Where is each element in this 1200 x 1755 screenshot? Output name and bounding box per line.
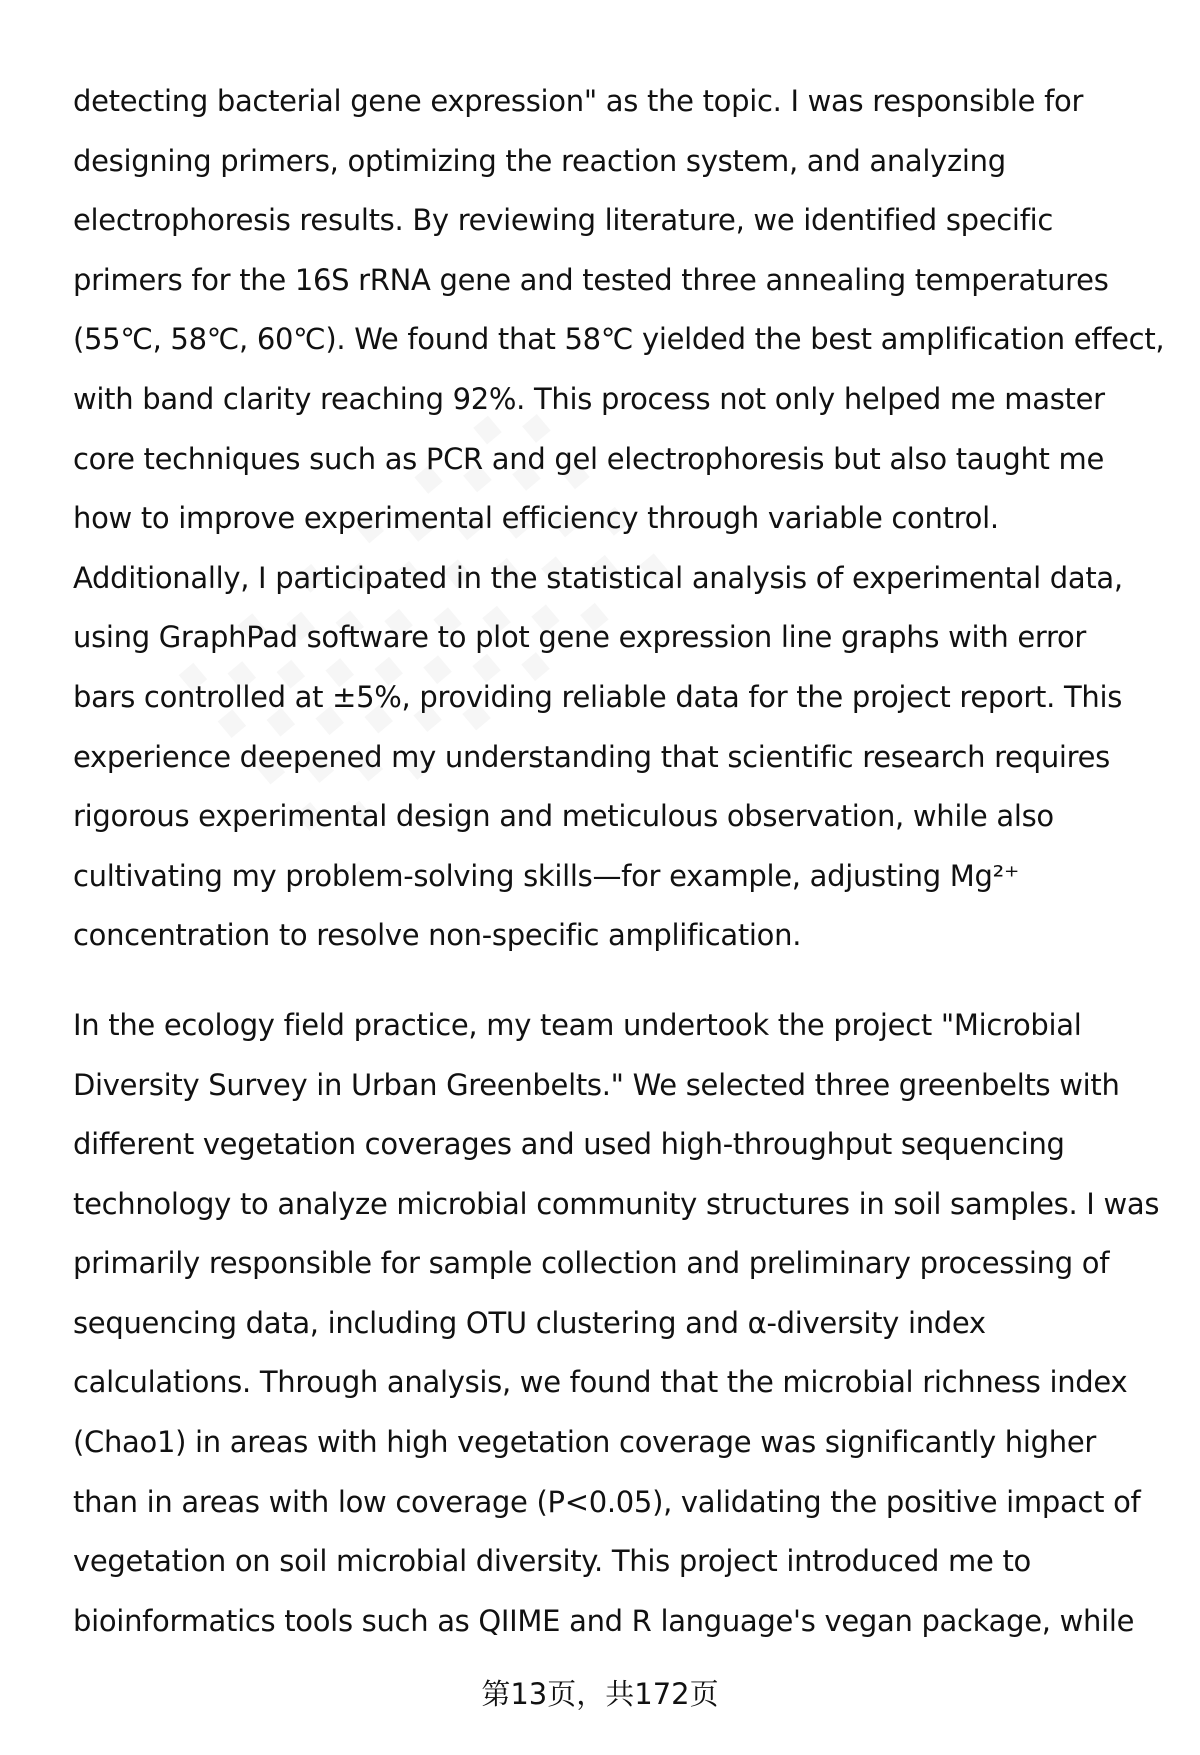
text-line: primarily responsible for sample collection and preliminary processing of [73,1246,1110,1281]
text-line: different vegetation coverages and used high-throughput sequencing [73,1127,1065,1162]
paragraph-2 [73,996,1163,1652]
text-line: vegetation on soil microbial diversity. This project introduced me to [73,1544,1031,1579]
text-line: detecting bacterial gene expression" as the topic. I was responsible for [73,84,1084,118]
text-line: bioinformatics tools such as QIIME and R language's vegan package, while [73,1603,1135,1638]
page-number: 第13页，共172页 [481,1677,719,1711]
text-line: than in areas with low coverage (P<0.05), validating the positive impact of [73,1484,1141,1519]
text-line: In the ecology field practice, my team undertook the project "Microbial [73,1007,1082,1042]
text-line: Diversity Survey in Urban Greenbelts." We selected three greenbelts with [73,1067,1120,1102]
text-line: using GraphPad software to plot gene expression line graphs with error [73,620,1087,655]
text-line: core techniques such as PCR and gel electrophoresis but also taught me [73,441,1105,476]
text-line: how to improve experimental efficiency through variable control. [73,501,999,536]
text-line: designing primers, optimizing the reaction system, and analyzing [73,143,1006,178]
text-line: Additionally, I participated in the statistical analysis of experimental data, [73,560,1123,595]
paragraph-1 [73,72,1163,966]
text-line: cultivating my problem-solving skills—for example, adjusting Mg²⁺ [73,858,1019,893]
text-line: rigorous experimental design and meticulous observation, while also [73,799,1054,834]
text-line: calculations. Through analysis, we found that the microbial richness index [73,1365,1128,1400]
document-body [73,72,1163,1681]
text-line: concentration to resolve non-specific amplification. [73,918,802,953]
text-line: electrophoresis results. By reviewing literature, we identified specific [73,203,1054,238]
text-line: experience deepened my understanding that scientific research requires [73,739,1110,774]
text-line: with band clarity reaching 92%. This process not only helped me master [73,381,1105,416]
text-line: technology to analyze microbial community structures in soil samples. I was [73,1186,1160,1221]
text-line: primers for the 16S rRNA gene and tested three annealing temperatures [73,262,1109,297]
text-line: (55℃, 58℃, 60℃). We found that 58℃ yielded the best amplification effect, [73,322,1165,357]
text-line: bars controlled at ±5%, providing reliable data for the project report. This [73,679,1123,714]
text-line: sequencing data, including OTU clustering and α-diversity index [73,1305,986,1340]
text-line: (Chao1) in areas with high vegetation coverage was significantly higher [73,1425,1096,1460]
